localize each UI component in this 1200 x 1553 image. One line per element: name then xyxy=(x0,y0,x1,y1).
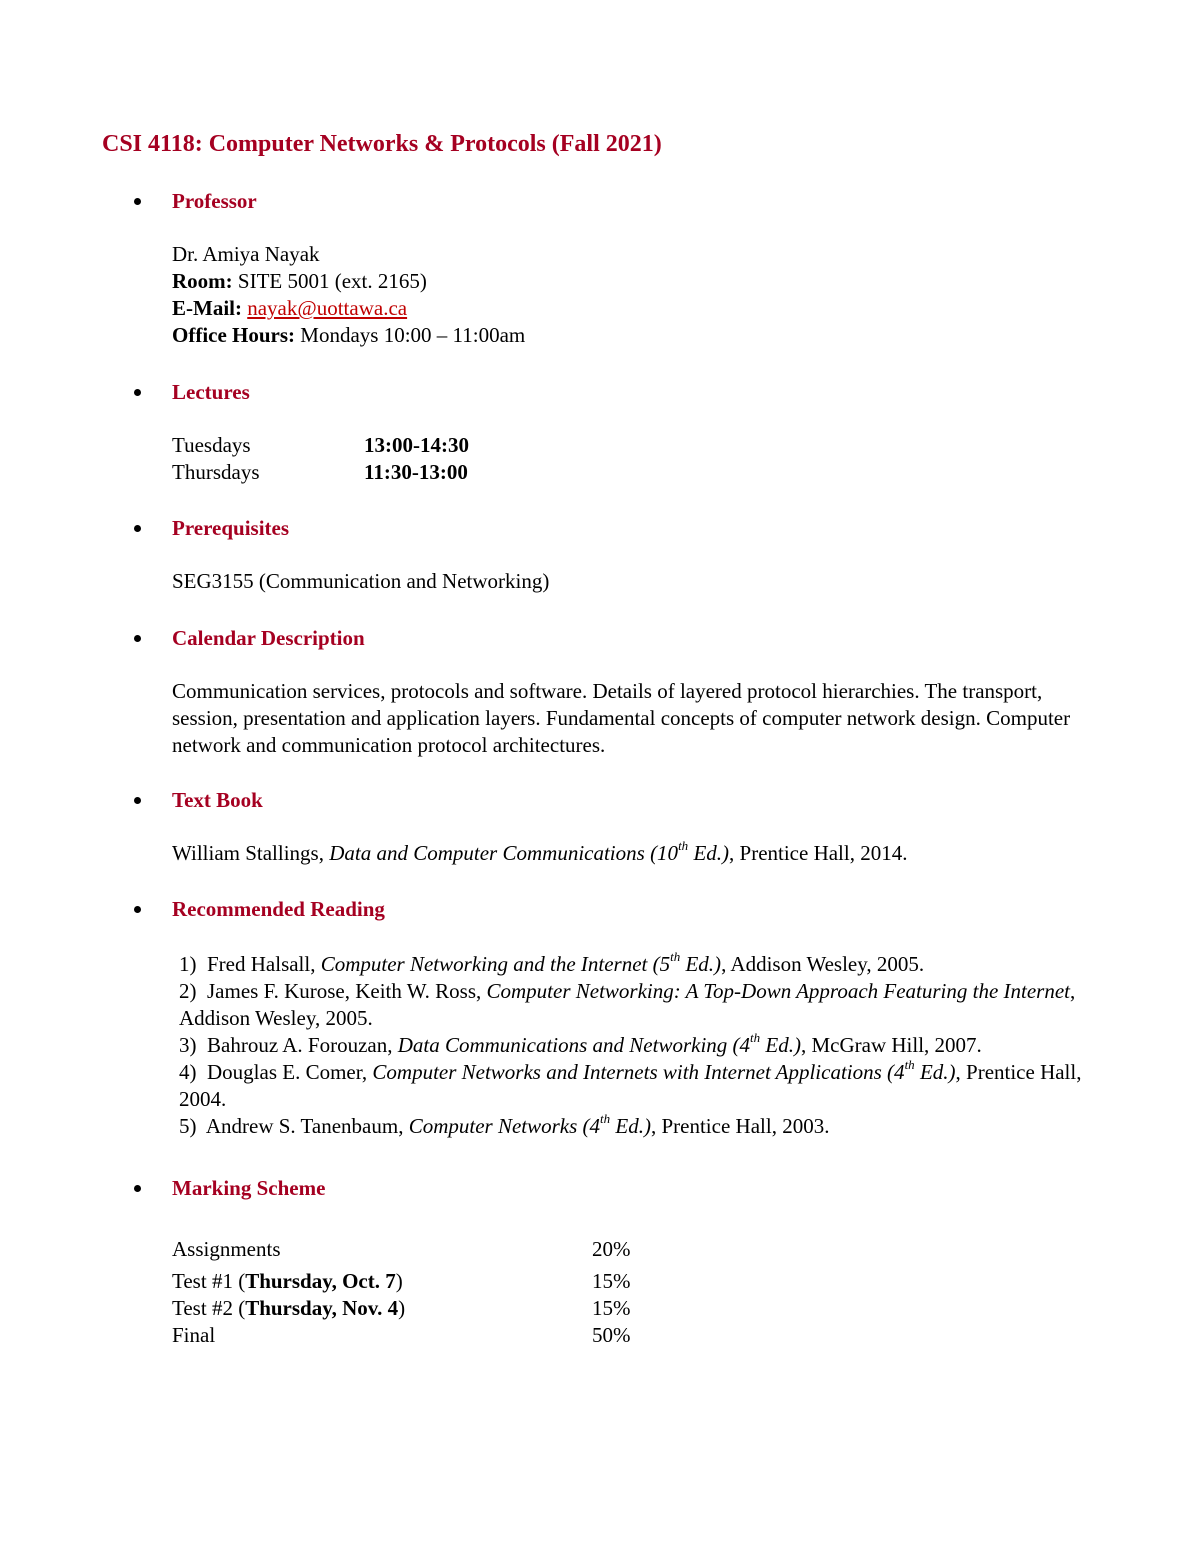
reading-title xyxy=(372,1057,956,1084)
reading-title xyxy=(397,1030,801,1057)
section-textbook xyxy=(134,786,1134,867)
marking-row xyxy=(172,1268,631,1295)
calendar-heading-text: Calendar Description xyxy=(172,626,365,650)
reading-item xyxy=(134,951,1114,978)
section-prerequisites xyxy=(134,514,1134,595)
prerequisites-heading xyxy=(134,514,1134,542)
reading-num: 3) xyxy=(179,1033,197,1057)
marking-item xyxy=(172,1236,592,1268)
room-value: SITE 5001 (ext. 2165) xyxy=(232,269,427,293)
email-link[interactable]: nayak@uottawa.ca xyxy=(247,296,408,320)
textbook-author: William Stallings, xyxy=(172,841,330,865)
reading-rest: , Prentice Hall, 2003. xyxy=(650,1114,830,1138)
reading-item xyxy=(134,1059,1114,1113)
calendar-heading xyxy=(134,624,1134,652)
professor-heading-text: Professor xyxy=(172,189,257,213)
reading-author: Fred Halsall, xyxy=(207,952,321,976)
professor-office-hours xyxy=(172,322,1134,349)
reading-title-b: Ed.) xyxy=(610,1114,651,1138)
hours-value: Mondays 10:00 – 11:00am xyxy=(295,323,526,347)
reading-title xyxy=(408,1111,651,1138)
marking-table xyxy=(134,1236,1134,1349)
reading-heading-text: Recommended Reading xyxy=(172,897,385,921)
marking-item xyxy=(172,1268,592,1295)
lecture-time: 13:00-14:30 xyxy=(364,433,469,457)
prerequisites-heading-text: Prerequisites xyxy=(172,516,290,540)
email-label: E-Mail: xyxy=(172,296,242,320)
reading-title-a: Computer Networks (4 xyxy=(408,1114,601,1138)
reading-title xyxy=(487,979,1071,1003)
reading-num: 5) xyxy=(179,1114,197,1138)
prerequisites-text: SEG3155 (Communication and Networking) xyxy=(172,569,550,593)
lectures-heading xyxy=(134,378,1134,406)
reading-item xyxy=(134,1113,1114,1140)
lecture-day: Thursdays xyxy=(172,460,260,484)
marking-item xyxy=(172,1295,592,1322)
reading-item xyxy=(134,978,1114,1032)
section-professor xyxy=(134,187,1134,349)
reading-title-a: Computer Networking: A Top-Down Approach Featuring the Internet xyxy=(486,979,1071,1003)
lecture-day: Tuesdays xyxy=(172,433,251,457)
reading-author: Douglas E. Comer, xyxy=(207,1060,373,1084)
bullet-icon xyxy=(134,1185,141,1192)
reading-author: James F. Kurose, Keith W. Ross, xyxy=(207,979,487,1003)
reading-rest: , Addison Wesley, 2005. xyxy=(179,979,1076,1030)
reading-num: 4) xyxy=(179,1060,197,1084)
marking-row xyxy=(172,1295,631,1322)
reading-list xyxy=(134,951,1114,1140)
reading-num: 1) xyxy=(179,952,197,976)
marking-item-pre: Assignments xyxy=(172,1237,281,1261)
bullet-icon xyxy=(134,198,141,205)
marking-value: 50% xyxy=(592,1323,631,1347)
lecture-row xyxy=(172,432,469,459)
reading-rest: , Addison Wesley, 2005. xyxy=(721,952,925,976)
reading-title-sup: th xyxy=(904,1057,915,1072)
reading-title-b: Ed.) xyxy=(914,1060,956,1084)
marking-value: 20% xyxy=(592,1237,631,1261)
reading-author: Andrew S. Tanenbaum, xyxy=(205,1114,409,1138)
marking-heading xyxy=(134,1174,1134,1202)
bullet-icon xyxy=(134,525,141,532)
textbook-title-a: Data and Computer Communications (10 xyxy=(329,841,679,865)
reading-rest: , Prentice Hall, 2004. xyxy=(179,1060,1082,1111)
lecture-row xyxy=(172,459,469,486)
section-recommended-reading xyxy=(134,895,1134,1140)
bullet-icon xyxy=(134,797,141,804)
marking-value: 15% xyxy=(592,1296,631,1320)
marking-item-pre: Test #1 ( xyxy=(172,1269,246,1293)
reading-title-a: Computer Networks and Internets with Internet Applications (4 xyxy=(372,1060,905,1084)
page-title: CSI 4118: Computer Networks & Protocols (Fall 2021) xyxy=(102,131,662,157)
textbook-publisher: , Prentice Hall, 2014. xyxy=(729,841,908,865)
marking-item-date: Thursday, Nov. 4 xyxy=(245,1296,399,1320)
reading-title-sup: th xyxy=(600,1111,611,1126)
reading-title-a: Data Communications and Networking (4 xyxy=(397,1033,751,1057)
professor-info xyxy=(134,241,1134,349)
reading-item xyxy=(134,1032,1114,1059)
professor-name: Dr. Amiya Nayak xyxy=(172,242,320,266)
marking-value: 15% xyxy=(592,1269,631,1293)
section-calendar-description xyxy=(134,624,1134,759)
reading-heading xyxy=(134,895,1134,923)
reading-title-sup: th xyxy=(670,949,681,964)
lectures-schedule xyxy=(134,432,1134,486)
bullet-icon xyxy=(134,906,141,913)
marking-row xyxy=(172,1236,631,1268)
reading-title-b: Ed.) xyxy=(680,952,722,976)
marking-item-post: ) xyxy=(395,1269,403,1293)
marking-item xyxy=(172,1322,592,1349)
textbook-heading xyxy=(134,786,1134,814)
marking-item-date: Thursday, Oct. 7 xyxy=(245,1269,396,1293)
section-lectures xyxy=(134,378,1134,486)
calendar-text: Communication services, protocols and software. Details of layered protocol hierarchies. The transport, session, presentation and application layers. Fundamental concepts of computer network design. Computer network and communication protocol architectures. xyxy=(172,679,1071,757)
section-marking-scheme xyxy=(134,1174,1134,1349)
reading-title-b: Ed.) xyxy=(760,1033,801,1057)
textbook-heading-text: Text Book xyxy=(172,788,263,812)
reading-title-sup: th xyxy=(750,1030,761,1045)
marking-item-post: ) xyxy=(398,1296,406,1320)
textbook-title-sup: th xyxy=(678,838,689,853)
lecture-time: 11:30-13:00 xyxy=(364,460,468,484)
marking-heading-text: Marking Scheme xyxy=(172,1176,326,1200)
lectures-heading-text: Lectures xyxy=(172,380,250,404)
hours-label: Office Hours: xyxy=(172,323,296,347)
reading-num: 2) xyxy=(179,979,197,1003)
marking-item-pre: Final xyxy=(172,1323,216,1347)
textbook-citation xyxy=(134,840,1134,867)
reading-title-a: Computer Networking and the Internet (5 xyxy=(320,952,671,976)
textbook-title xyxy=(329,838,730,865)
room-label: Room: xyxy=(172,269,233,293)
professor-room xyxy=(172,268,1134,295)
professor-email xyxy=(172,295,1134,322)
reading-author: Bahrouz A. Forouzan, xyxy=(207,1033,398,1057)
marking-item-pre: Test #2 ( xyxy=(172,1296,246,1320)
reading-title xyxy=(320,949,722,976)
reading-rest: , McGraw Hill, 2007. xyxy=(801,1033,982,1057)
marking-row xyxy=(172,1322,631,1349)
textbook-title-b: Ed.) xyxy=(688,841,730,865)
professor-heading xyxy=(134,187,1134,215)
bullet-icon xyxy=(134,635,141,642)
bullet-icon xyxy=(134,389,141,396)
